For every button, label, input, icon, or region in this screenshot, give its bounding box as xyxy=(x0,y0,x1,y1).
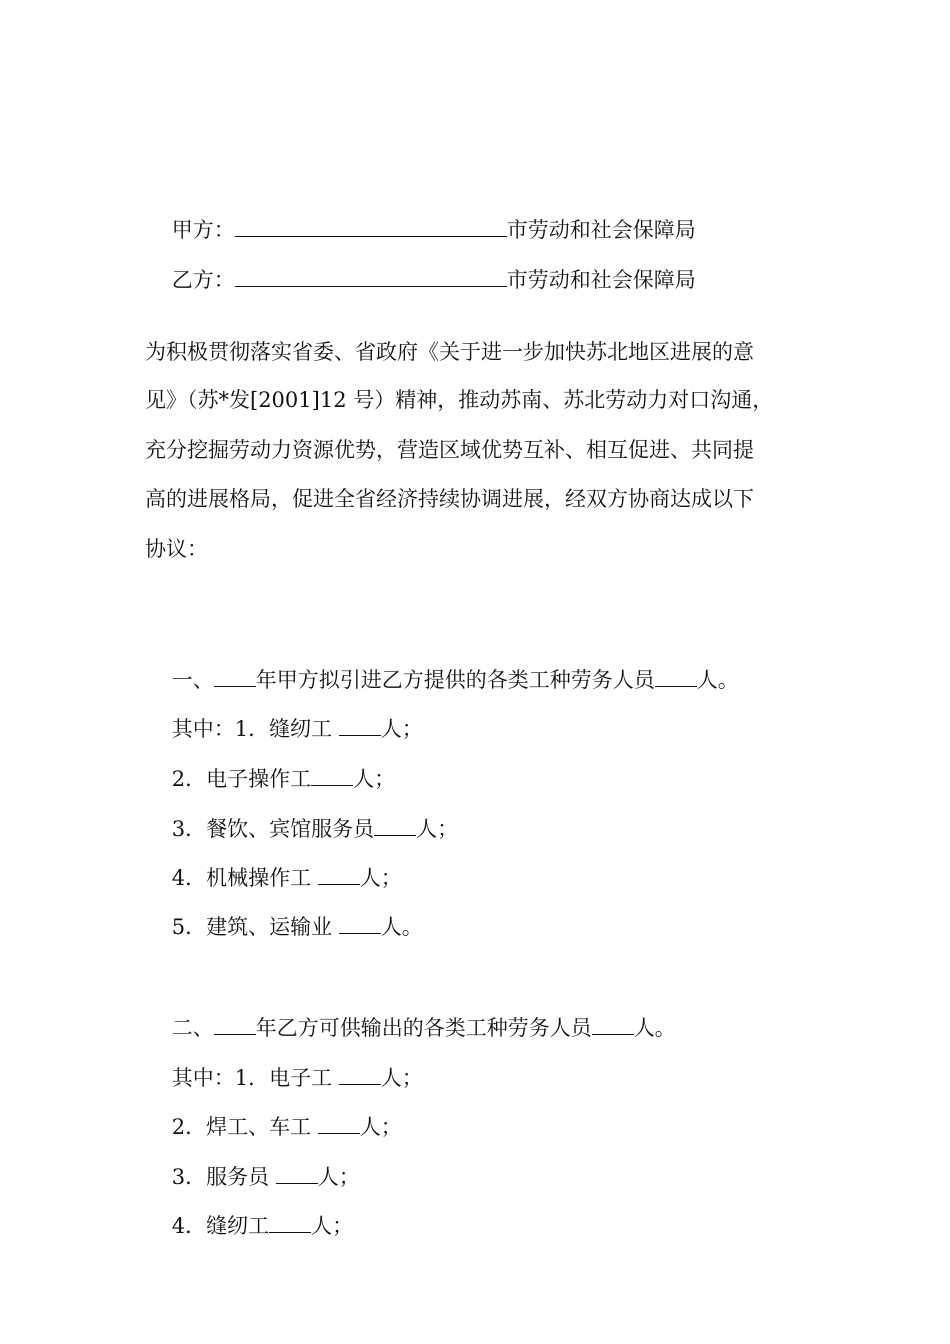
count-blank xyxy=(318,1111,360,1134)
count-blank xyxy=(339,911,381,934)
count-blank xyxy=(276,1161,318,1184)
preamble-line: 高的进展格局，促进全省经济持续协调进展，经双方协商达成以下 xyxy=(145,487,754,511)
item-label: 3．服务员 xyxy=(171,1165,276,1189)
item-end: 人； xyxy=(416,817,459,841)
item-end: 人； xyxy=(311,1214,354,1238)
section1-end: 人。 xyxy=(696,668,739,692)
preamble-line: 见》（苏*发[2001]12 号）精神，推动苏南、苏北劳动力对口沟通， xyxy=(145,388,774,412)
section2-number: 二、 xyxy=(171,1016,214,1040)
item-end: 人； xyxy=(359,1115,402,1139)
item-end: 人； xyxy=(380,1066,423,1090)
section1-item xyxy=(145,883,423,969)
party-a-blank xyxy=(235,214,507,237)
section2-end: 人。 xyxy=(633,1016,676,1040)
section2-text: 年乙方可供输出的各类工种劳务人员 xyxy=(255,1016,592,1040)
section2-item xyxy=(145,1182,353,1268)
party-b-suffix: 市劳动和社会保障局 xyxy=(506,268,696,292)
party-b-line xyxy=(145,236,696,322)
party-a-label: 甲方： xyxy=(171,218,235,242)
item-end: 人； xyxy=(353,767,396,791)
count-blank xyxy=(655,664,697,687)
item-label: 5．建筑、运输业 xyxy=(171,915,339,939)
section1-text: 年甲方拟引进乙方提供的各类工种劳务人员 xyxy=(255,668,655,692)
item-label: 其中：1．缝纫工 xyxy=(171,717,339,741)
count-blank xyxy=(374,813,416,836)
item-end: 人。 xyxy=(380,915,423,939)
count-blank xyxy=(339,713,381,736)
year-blank xyxy=(214,1012,256,1035)
party-b-label: 乙方： xyxy=(171,268,235,292)
year-blank xyxy=(214,664,256,687)
preamble-line: 充分挖掘劳动力资源优势，营造区域优势互补、相互促进、共同提 xyxy=(145,438,754,462)
count-blank xyxy=(339,1062,381,1085)
count-blank xyxy=(311,763,353,786)
party-b-blank xyxy=(235,264,507,287)
item-label: 2．电子操作工 xyxy=(171,767,312,791)
preamble-line: 协议： xyxy=(145,537,208,561)
item-end: 人； xyxy=(317,1165,360,1189)
item-label: 4．缝纫工 xyxy=(171,1214,270,1238)
item-label: 3．餐饮、宾馆服务员 xyxy=(171,817,375,841)
count-blank xyxy=(269,1210,311,1233)
section1-number: 一、 xyxy=(171,668,214,692)
count-blank xyxy=(592,1012,634,1035)
item-end: 人； xyxy=(359,866,402,890)
preamble-line: 为积极贯彻落实省委、省政府《关于进一步加快苏北地区进展的意 xyxy=(145,340,754,364)
item-label: 2．焊工、车工 xyxy=(171,1115,318,1139)
item-label: 4．机械操作工 xyxy=(171,866,318,890)
count-blank xyxy=(318,862,360,885)
party-a-suffix: 市劳动和社会保障局 xyxy=(506,218,696,242)
item-label: 其中：1．电子工 xyxy=(171,1066,339,1090)
item-end: 人； xyxy=(380,717,423,741)
